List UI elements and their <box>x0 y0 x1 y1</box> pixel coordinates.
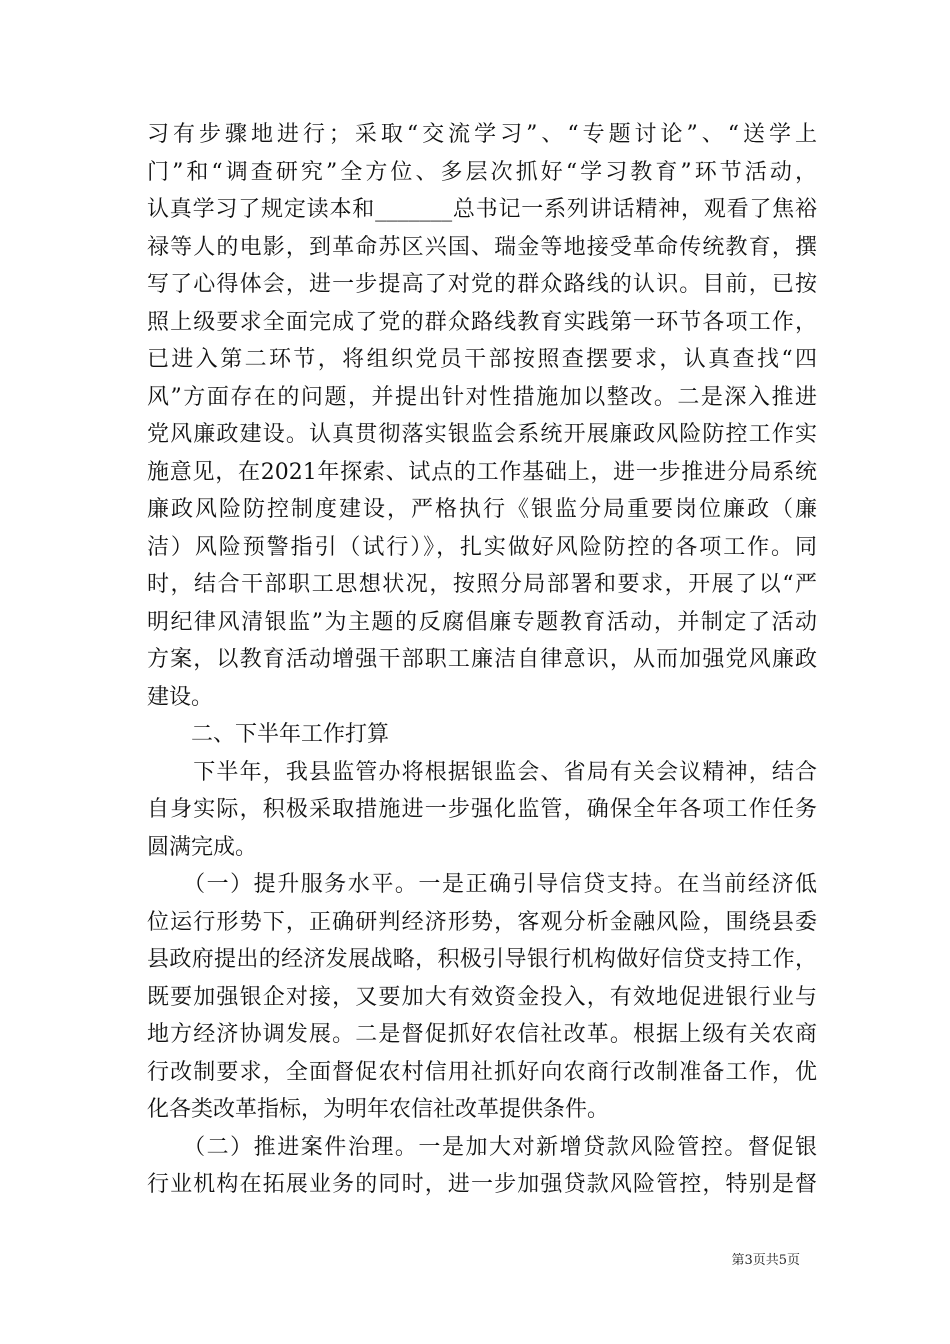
text-line: 行改制要求，全面督促农村信用社抓好向农商行改制准备工作，优 <box>147 1059 817 1085</box>
text-line: 写了心得体会，进一步提高了对党的群众路线的认识。目前，已按 <box>147 272 817 297</box>
text-line: 认真学习了规定读本和_______总书记一系列讲话精神，观看了焦裕 <box>147 197 817 222</box>
text-line: 地方经济协调发展。二是督促抓好农信社改革。根据上级有关农商 <box>147 1022 817 1047</box>
text-line: （一）提升服务水平。一是正确引导信贷支持。在当前经济低 <box>147 872 817 897</box>
text-line: 行业机构在拓展业务的同时，进一步加强贷款风险管控，特别是督 <box>147 1172 817 1197</box>
text-line: 风”方面存在的问题，并提出针对性措施加以整改。二是深入推进 <box>147 384 817 410</box>
text-line: （二）推进案件治理。一是加大对新增贷款风险管控。督促银 <box>147 1134 817 1160</box>
text-line: 化各类改革指标，为明年农信社改革提供条件。 <box>147 1097 610 1122</box>
text-line: 门”和“调查研究”全方位、多层次抓好“学习教育”环节活动， <box>147 159 817 185</box>
text-line: 党风廉政建设。认真贯彻落实银监会系统开展廉政风险防控工作实 <box>147 422 817 447</box>
text-line: 方案，以教育活动增强干部职工廉洁自律意识，从而加强党风廉政 <box>147 647 817 672</box>
text-line: 廉政风险防控制度建设，严格执行《银监分局重要岗位廉政（廉 <box>147 497 817 522</box>
text-line: 建设。 <box>147 684 214 710</box>
text-line: 自身实际，积极采取措施进一步强化监管，确保全年各项工作任务 <box>147 797 817 822</box>
text-line: 位运行形势下，正确研判经济形势，客观分析金融风险，围绕县委 <box>147 909 817 935</box>
text-line: 既要加强银企对接，又要加大有效资金投入，有效地促进银行业与 <box>147 984 817 1010</box>
text-line: 二、下半年工作打算 <box>147 722 390 747</box>
text-line: 洁）风险预警指引（试行）》，扎实做好风险防控的各项工作。同 <box>147 534 817 560</box>
text-line: 圆满完成。 <box>147 834 258 860</box>
document-body <box>147 116 817 1204</box>
text-line: 已进入第二环节，将组织党员干部按照查摆要求，认真查找“四 <box>147 347 817 372</box>
text-line: 时，结合干部职工思想状况，按照分局部署和要求，开展了以“严 <box>147 572 817 597</box>
text-line: 县政府提出的经济发展战略，积极引导银行机构做好信贷支持工作， <box>147 947 817 972</box>
text-line: 下半年，我县监管办将根据银监会、省局有关会议精神，结合 <box>147 759 817 785</box>
text-line: 禄等人的电影，到革命苏区兴国、瑞金等地接受革命传统教育，撰 <box>147 234 817 260</box>
text-line: 习有步骤地进行；采取“交流学习”、“专题讨论”、“送学上 <box>147 122 817 147</box>
text-line: 施意见，在2021年探索、试点的工作基础上，进一步推进分局系统 <box>147 459 817 485</box>
text-line: 明纪律风清银监”为主题的反腐倡廉专题教育活动，并制定了活动 <box>147 609 817 635</box>
page-number: 第3页共5页 <box>731 1253 800 1268</box>
text-line: 照上级要求全面完成了党的群众路线教育实践第一环节各项工作， <box>147 309 817 335</box>
